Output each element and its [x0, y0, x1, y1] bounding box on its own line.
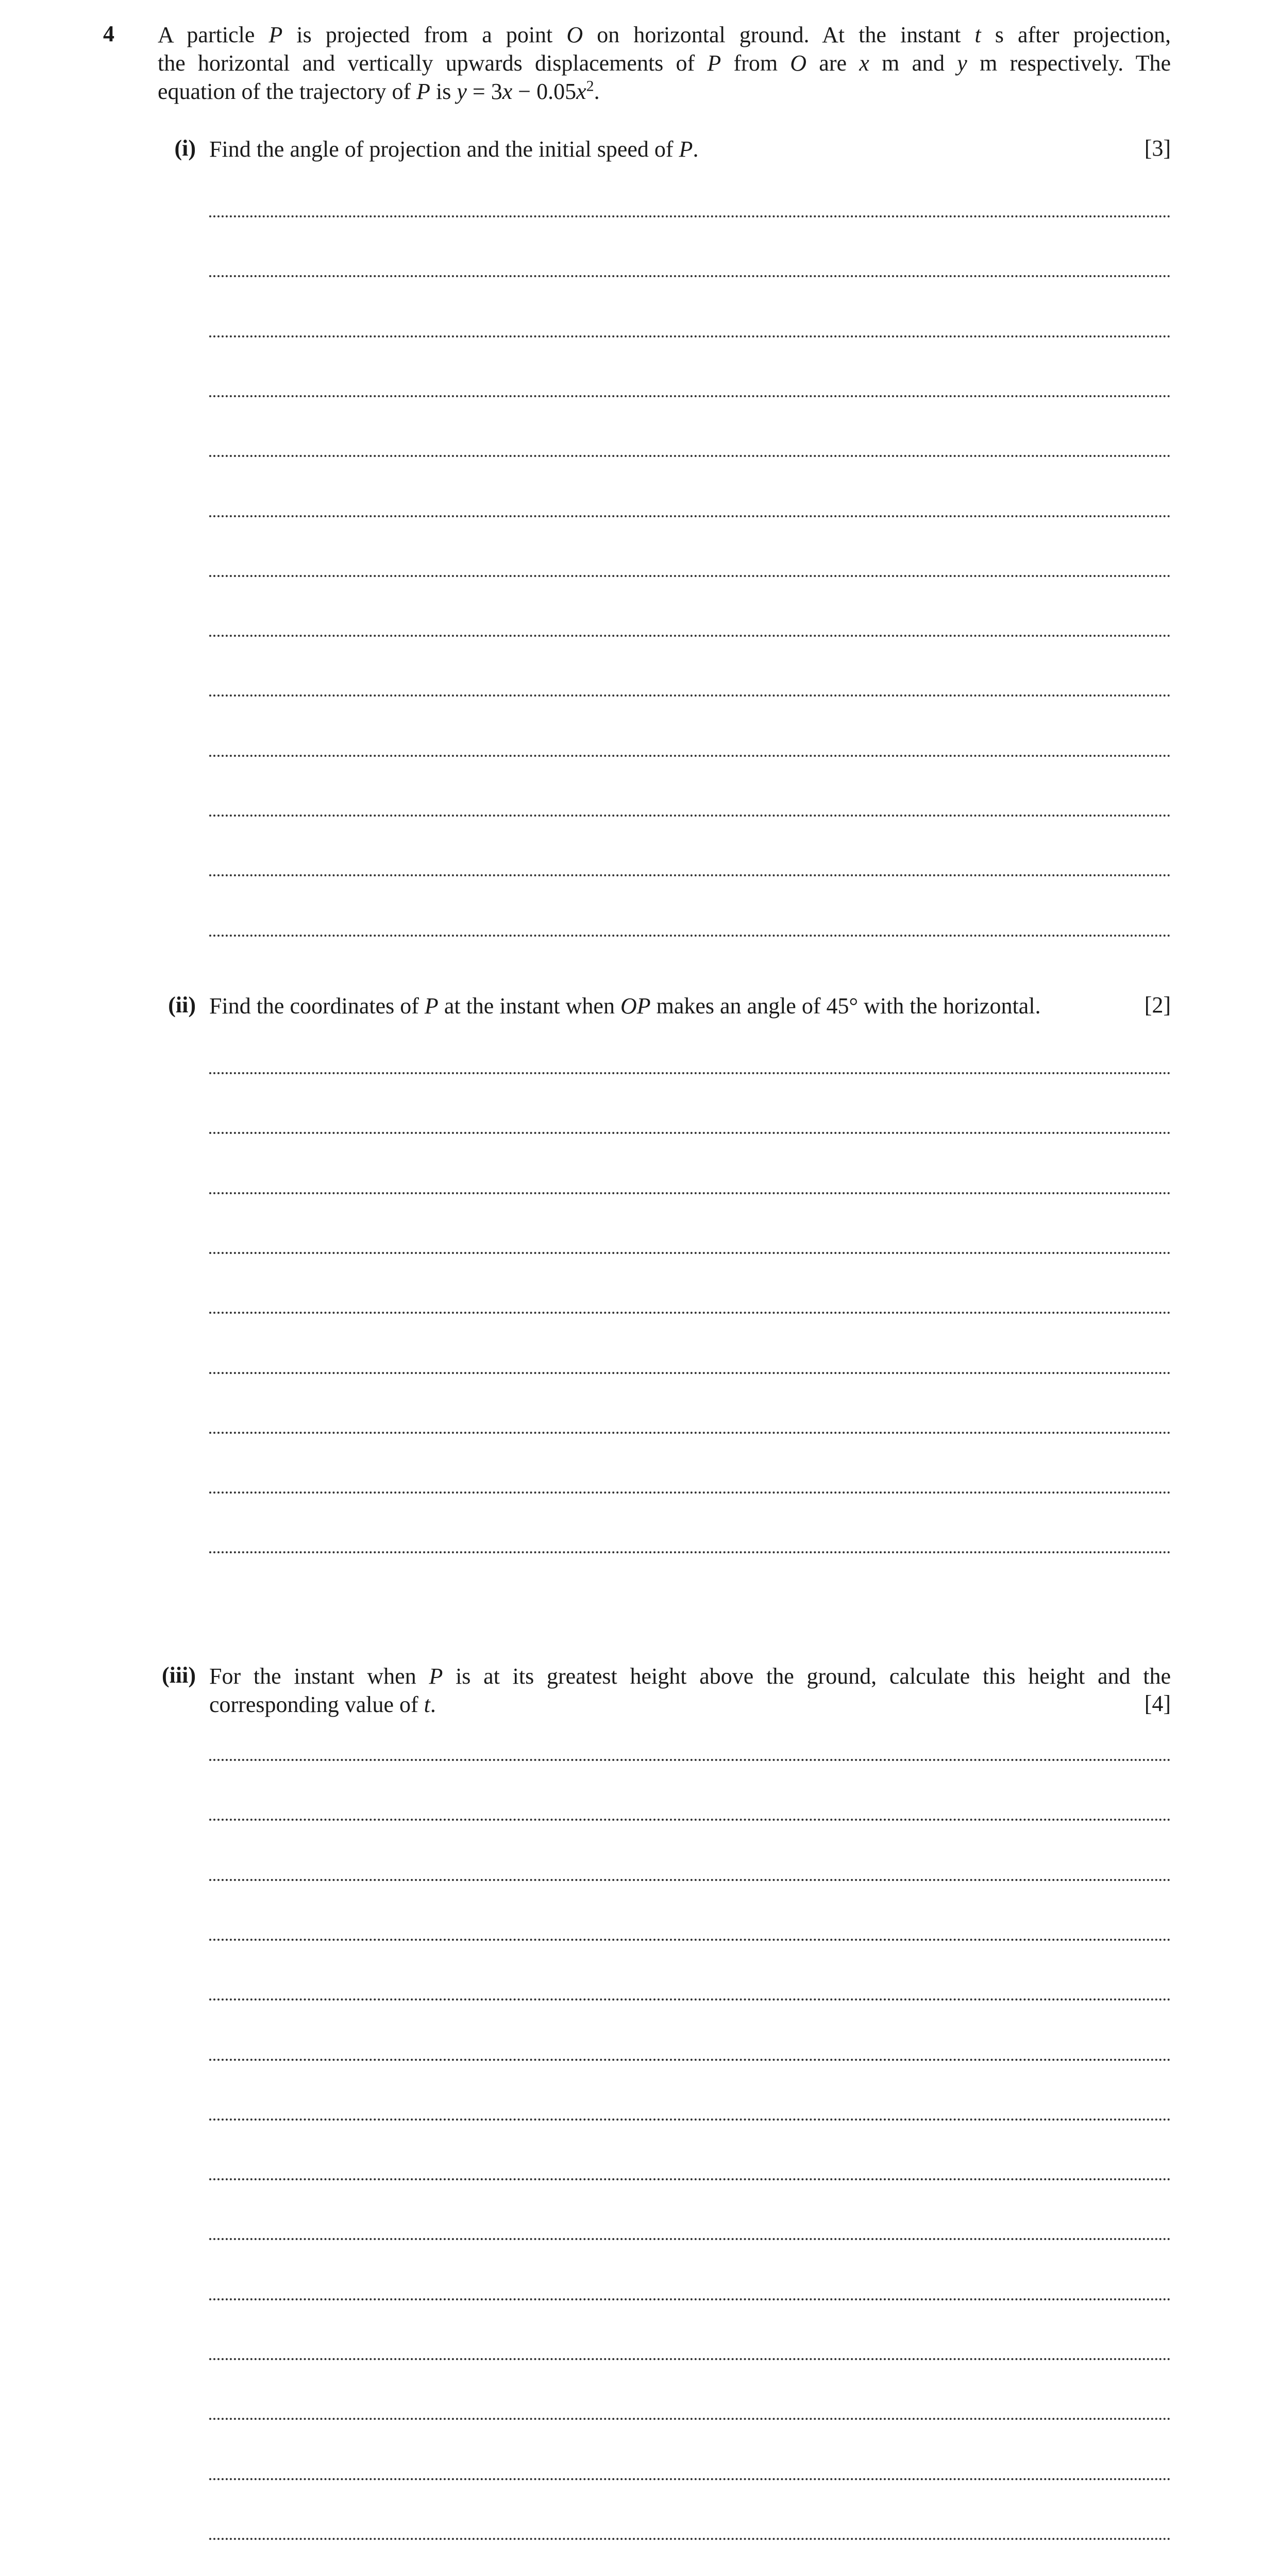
answer-line[interactable] — [209, 2418, 1171, 2420]
answer-line[interactable] — [209, 455, 1171, 457]
answer-line[interactable] — [209, 1192, 1171, 1194]
part-iii-text: For the instant when P is at its greatest height above the ground, calculate this height and the corresponding value of t. — [209, 1664, 1171, 1717]
answer-line[interactable] — [209, 1312, 1171, 1314]
answer-line[interactable] — [209, 1132, 1171, 1134]
answer-line[interactable] — [209, 2238, 1171, 2240]
answer-line[interactable] — [209, 2119, 1171, 2121]
answer-line[interactable] — [209, 515, 1171, 517]
part-ii-label: (ii) — [168, 992, 196, 1018]
answer-line[interactable] — [209, 1492, 1171, 1494]
answer-line[interactable] — [209, 815, 1171, 817]
question-number: 4 — [103, 21, 114, 46]
part-iii-marks: [4] — [1144, 1691, 1171, 1716]
stem-line-3: equation of the trajectory of P is $y = 3x - 0.05x^2$. — [158, 77, 600, 104]
answer-line[interactable] — [209, 2059, 1171, 2061]
part-iii-answer-area[interactable] — [209, 1759, 1171, 2576]
answer-line[interactable] — [209, 2478, 1171, 2480]
part-i-label: (i) — [174, 135, 196, 161]
answer-line[interactable] — [209, 1879, 1171, 1881]
answer-line[interactable] — [209, 874, 1171, 876]
answer-line[interactable] — [209, 275, 1171, 277]
answer-line[interactable] — [209, 215, 1171, 217]
answer-line[interactable] — [209, 1939, 1171, 1941]
stem-line-2: the horizontal and vertically upwards displacements of P from O are x m and y m respectively. The — [158, 50, 1171, 76]
answer-line[interactable] — [209, 1072, 1171, 1074]
answer-line[interactable] — [209, 1998, 1171, 2001]
part-ii-answer-area[interactable] — [209, 1072, 1171, 1553]
answer-line[interactable] — [209, 2178, 1171, 2180]
part-i-marks: [3] — [1144, 135, 1171, 161]
answer-line[interactable] — [209, 1432, 1171, 1434]
answer-line[interactable] — [209, 2358, 1171, 2360]
answer-line[interactable] — [209, 575, 1171, 577]
answer-line[interactable] — [209, 2538, 1171, 2540]
answer-line[interactable] — [209, 335, 1171, 337]
answer-line[interactable] — [209, 1759, 1171, 1761]
answer-line[interactable] — [209, 1252, 1171, 1254]
part-ii-text: Find the coordinates of P at the instant when OP makes an angle of 45° with the horizontal. — [209, 993, 1041, 1019]
answer-line[interactable] — [209, 2298, 1171, 2300]
question-stem — [158, 21, 1171, 106]
part-i-text: Find the angle of projection and the initial speed of P. — [209, 137, 699, 162]
answer-line[interactable] — [209, 935, 1171, 937]
answer-line[interactable] — [209, 755, 1171, 757]
answer-line[interactable] — [209, 694, 1171, 697]
answer-line[interactable] — [209, 635, 1171, 637]
part-ii-marks: [2] — [1144, 992, 1171, 1018]
part-iii-label: (iii) — [162, 1663, 196, 1688]
answer-line[interactable] — [209, 395, 1171, 397]
stem-line-1: A particle P is projected from a point O on horizontal ground. At the instant t s after projection, — [158, 22, 1171, 47]
part-i-answer-area[interactable] — [209, 215, 1171, 937]
answer-line[interactable] — [209, 1551, 1171, 1553]
answer-line[interactable] — [209, 1819, 1171, 1821]
answer-line[interactable] — [209, 1372, 1171, 1374]
